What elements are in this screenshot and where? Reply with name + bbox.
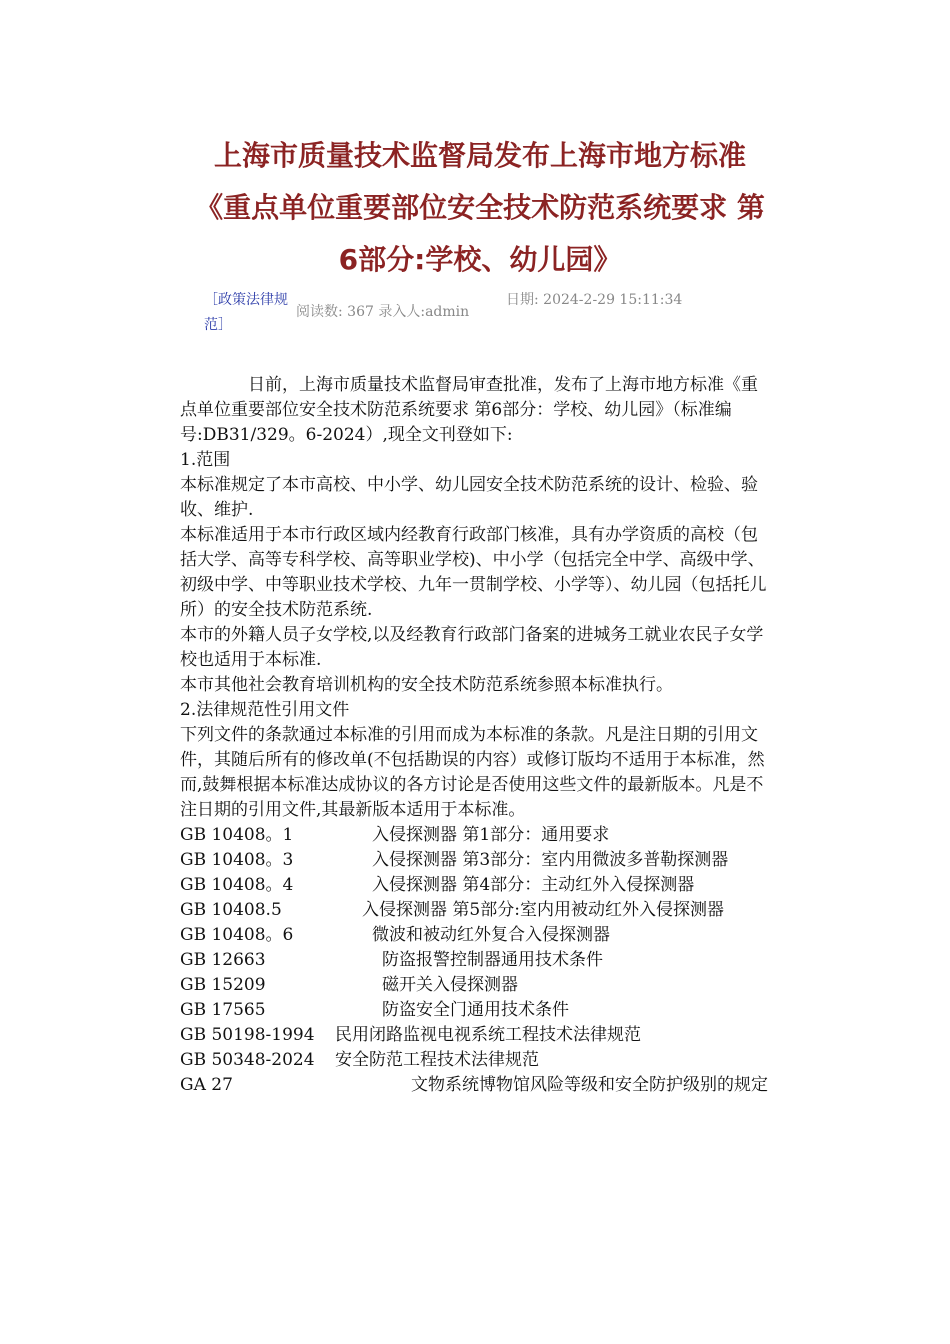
date-value: 2024-2-29 15:11:34 — [543, 292, 683, 308]
reference-code: GB 17565 — [180, 1000, 266, 1020]
reference-code: GB 10408.5 — [180, 900, 282, 920]
reference-code: GB 50198-1994 — [180, 1025, 315, 1045]
entered-by-label: 录入人: — [378, 304, 426, 320]
reference-name: 入侵探测器 第1部分：通用要求 — [372, 825, 610, 845]
reference-row — [180, 1073, 770, 1098]
reference-name: 防盗安全门通用技术条件 — [382, 1000, 569, 1020]
article-body — [180, 373, 770, 1098]
reference-row — [180, 898, 770, 923]
read-count-label: 阅读数: — [296, 304, 343, 320]
reference-code: GA 27 — [180, 1075, 233, 1095]
title-line-2: 《重点单位重要部位安全技术防范系统要求 第 — [195, 191, 765, 224]
reference-row — [180, 1023, 770, 1048]
reference-row — [180, 948, 770, 973]
reference-code: GB 10408。6 — [180, 925, 294, 945]
article-title — [175, 130, 785, 286]
reference-row — [180, 973, 770, 998]
reference-code: GB 15209 — [180, 975, 266, 995]
reference-row — [180, 923, 770, 948]
reference-name: 安全防范工程技术法律规范 — [335, 1050, 539, 1070]
title-line-3: 6部分:学校、幼儿园》 — [338, 243, 622, 276]
reference-code: GB 10408。4 — [180, 875, 294, 895]
section-1-paragraph-3: 本市的外籍人员子女学校,以及经教育行政部门备案的进城务工就业农民子女学校也适用于本标准. — [180, 625, 764, 670]
reference-code: GB 10408。1 — [180, 825, 294, 845]
title-line-1: 上海市质量技术监督局发布上海市地方标准 — [213, 139, 746, 172]
reference-row — [180, 823, 770, 848]
reference-name: 微波和被动红外复合入侵探测器 — [372, 925, 610, 945]
entered-by: admin — [425, 304, 470, 320]
section-1-paragraph-1: 本标准规定了本市高校、中小学、幼儿园安全技术防范系统的设计、检验、验收、维护. — [180, 475, 758, 520]
reference-row — [180, 848, 770, 873]
reference-name: 防盗报警控制器通用技术条件 — [382, 950, 603, 970]
section-2-heading: 2.法律规范性引用文件 — [180, 700, 350, 720]
section-2-paragraph-1: 下列文件的条款通过本标准的引用而成为本标准的条款。凡是注日期的引用文件，其随后所有的修改单(不包括勘误的内容）或修订版均不适用于本标准，然而,鼓舞根据本标准达成协议的各方讨论是否使用这些文件的最新版本。凡是不注日期的引用文件,其最新版本适用于本标准。 — [180, 725, 765, 820]
reference-row — [180, 998, 770, 1023]
category-link[interactable]: ［政策法律规范］ — [204, 292, 288, 333]
reference-name: 入侵探测器 第3部分：室内用微波多普勒探测器 — [372, 850, 729, 870]
reference-code: GB 50348-2024 — [180, 1050, 315, 1070]
section-1-paragraph-4: 本市其他社会教育培训机构的安全技术防范系统参照本标准执行。 — [180, 675, 673, 695]
article-stats — [296, 300, 469, 325]
section-1-heading: 1.范围 — [180, 450, 231, 470]
reference-row — [180, 873, 770, 898]
reference-code: GB 12663 — [180, 950, 266, 970]
reference-name: 入侵探测器 第4部分：主动红外入侵探测器 — [372, 875, 695, 895]
intro-paragraph: 日前，上海市质量技术监督局审查批准，发布了上海市地方标准《重点单位重要部位安全技术防范系统要求 第6部分：学校、幼儿园》（标准编号:DB31/329。6-2024）,现全文刊登如下: — [180, 375, 758, 445]
date-label: 日期: — [506, 292, 539, 308]
read-count: 367 — [347, 304, 374, 320]
reference-code: GB 10408。3 — [180, 850, 294, 870]
publish-date — [506, 288, 706, 313]
reference-row — [180, 1048, 770, 1073]
reference-name: 文物系统博物馆风险等级和安全防护级别的规定 — [411, 1075, 768, 1095]
section-1-paragraph-2: 本标准适用于本市行政区域内经教育行政部门核准，具有办学资质的高校（包括大学、高等专科学校、高等职业学校)、中小学（包括完全中学、高级中学、初级中学、中等职业技术学校、九年一贯制学校、小学等）、幼儿园（包括托儿所）的安全技术防范系统. — [180, 525, 767, 620]
reference-name: 磁开关入侵探测器 — [382, 975, 518, 995]
reference-name: 民用闭路监视电视系统工程技术法律规范 — [335, 1025, 641, 1045]
reference-name: 入侵探测器 第5部分:室内用被动红外入侵探测器 — [362, 900, 724, 920]
